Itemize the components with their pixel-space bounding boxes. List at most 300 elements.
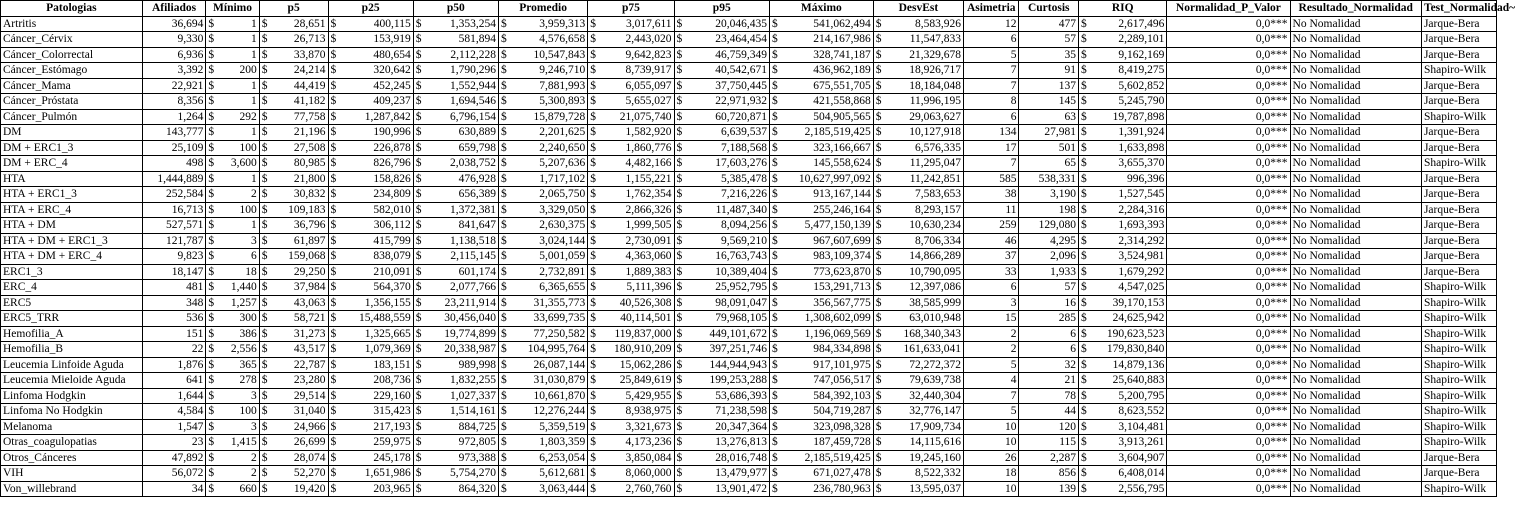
currency-symbol: $ xyxy=(415,48,422,61)
currency-symbol: $ xyxy=(772,281,778,294)
money-value: 71,238,598 xyxy=(715,405,767,418)
money-value: 21,800 xyxy=(293,172,326,185)
money-cell xyxy=(588,280,674,296)
money-cell xyxy=(674,94,769,110)
money-value: 675,551,705 xyxy=(813,79,871,92)
currency-symbol: $ xyxy=(208,451,215,464)
currency-symbol: $ xyxy=(261,219,268,232)
money-cell xyxy=(674,47,769,63)
money-cell xyxy=(328,311,413,327)
currency-symbol: $ xyxy=(500,110,507,123)
money-cell xyxy=(770,187,874,203)
money-cell xyxy=(413,125,498,141)
money-cell xyxy=(328,326,413,342)
table-row xyxy=(1,419,1497,435)
currency-symbol: $ xyxy=(1081,312,1087,325)
money-cell xyxy=(873,280,963,296)
currency-symbol: $ xyxy=(772,467,778,480)
pathology-cell: Leucemia Linfoide Aguda xyxy=(1,357,143,373)
money-value: 100 xyxy=(239,405,257,418)
currency-symbol: $ xyxy=(500,33,507,46)
currency-symbol: $ xyxy=(415,203,422,216)
money-cell xyxy=(873,94,963,110)
money-value: 8,706,334 xyxy=(915,234,962,247)
money-cell xyxy=(588,125,674,141)
money-cell xyxy=(873,171,963,187)
currency-symbol: $ xyxy=(500,312,507,325)
money-cell xyxy=(498,404,587,420)
money-value: 12,397,086 xyxy=(909,281,962,294)
money-value: 476,928 xyxy=(458,172,496,185)
table-body xyxy=(1,16,1497,497)
number-cell: 2 xyxy=(964,326,1019,342)
currency-symbol: $ xyxy=(1081,48,1087,61)
currency-symbol: $ xyxy=(1081,79,1087,92)
money-cell xyxy=(588,357,674,373)
number-cell: 44 xyxy=(1019,404,1079,420)
normality-test-cell: Jarque-Bera xyxy=(1421,32,1496,48)
money-value: 6,408,014 xyxy=(1118,467,1165,480)
money-value: 109,183 xyxy=(288,203,326,216)
currency-symbol: $ xyxy=(875,203,882,216)
money-cell xyxy=(873,466,963,482)
money-cell xyxy=(259,342,328,358)
money-cell xyxy=(674,187,769,203)
normality-result-cell: No Nomalidad xyxy=(1290,32,1421,48)
money-cell xyxy=(873,388,963,404)
money-cell xyxy=(206,419,259,435)
money-cell xyxy=(873,342,963,358)
money-cell xyxy=(206,342,259,358)
money-value: 14,115,616 xyxy=(909,436,962,449)
money-cell xyxy=(498,326,587,342)
money-cell xyxy=(873,218,963,234)
currency-symbol: $ xyxy=(415,389,422,402)
money-value: 1,582,920 xyxy=(625,126,672,139)
p-value-cell: 0,0*** xyxy=(1167,326,1290,342)
money-value: 5,001,059 xyxy=(539,250,586,263)
currency-symbol: $ xyxy=(415,467,422,480)
money-value: 6 xyxy=(250,250,257,263)
p-value-cell: 0,0*** xyxy=(1167,32,1290,48)
normality-test-cell: Jarque-Bera xyxy=(1421,466,1496,482)
money-cell xyxy=(413,109,498,125)
money-cell xyxy=(873,156,963,172)
normality-result-cell: No Nomalidad xyxy=(1290,357,1421,373)
currency-symbol: $ xyxy=(1081,420,1087,433)
currency-symbol: $ xyxy=(772,405,778,418)
money-value: 7,583,653 xyxy=(915,188,962,201)
currency-symbol: $ xyxy=(676,33,683,46)
currency-symbol: $ xyxy=(330,343,337,356)
money-value: 996,396 xyxy=(1126,172,1165,185)
money-cell xyxy=(873,295,963,311)
currency-symbol: $ xyxy=(676,234,683,247)
money-value: 1,717,102 xyxy=(539,172,586,185)
money-cell xyxy=(873,16,963,32)
normality-test-cell: Jarque-Bera xyxy=(1421,450,1496,466)
money-cell xyxy=(413,388,498,404)
money-cell xyxy=(328,450,413,466)
money-cell xyxy=(498,373,587,389)
money-cell xyxy=(770,357,874,373)
currency-symbol: $ xyxy=(676,250,683,263)
number-cell: 137 xyxy=(1019,78,1079,94)
money-cell xyxy=(206,156,259,172)
currency-symbol: $ xyxy=(500,436,507,449)
money-cell xyxy=(413,187,498,203)
header-cell: p5 xyxy=(259,1,328,17)
table-row xyxy=(1,311,1497,327)
money-cell xyxy=(1079,202,1167,218)
money-cell xyxy=(328,156,413,172)
money-value: 19,787,898 xyxy=(1112,110,1165,123)
money-value: 1,372,381 xyxy=(449,203,496,216)
number-cell: 527,571 xyxy=(142,218,206,234)
money-value: 180,910,209 xyxy=(614,343,672,356)
normality-result-cell: No Nomalidad xyxy=(1290,264,1421,280)
money-cell xyxy=(770,218,874,234)
currency-symbol: $ xyxy=(590,79,597,92)
money-value: 10,661,870 xyxy=(533,389,586,402)
currency-symbol: $ xyxy=(772,219,778,232)
currency-symbol: $ xyxy=(676,79,683,92)
money-cell xyxy=(873,125,963,141)
money-value: 33,870 xyxy=(293,48,326,61)
currency-symbol: $ xyxy=(500,234,507,247)
table-row xyxy=(1,125,1497,141)
money-cell xyxy=(413,249,498,265)
money-value: 8,060,000 xyxy=(625,467,672,480)
number-cell: 6 xyxy=(964,32,1019,48)
money-cell xyxy=(498,78,587,94)
currency-symbol: $ xyxy=(772,234,778,247)
money-cell xyxy=(498,435,587,451)
money-value: 409,237 xyxy=(373,95,411,108)
currency-symbol: $ xyxy=(208,17,215,30)
currency-symbol: $ xyxy=(875,467,882,480)
number-cell: 22 xyxy=(142,342,206,358)
header-cell: DesvEst xyxy=(873,1,963,17)
money-cell xyxy=(328,16,413,32)
money-value: 11,242,851 xyxy=(909,172,962,185)
normality-result-cell: No Nomalidad xyxy=(1290,63,1421,79)
money-value: 20,338,987 xyxy=(444,343,496,356)
currency-symbol: $ xyxy=(330,265,337,278)
money-cell xyxy=(413,78,498,94)
currency-symbol: $ xyxy=(590,451,597,464)
money-cell xyxy=(206,357,259,373)
money-cell xyxy=(328,280,413,296)
currency-symbol: $ xyxy=(1081,157,1087,170)
currency-symbol: $ xyxy=(208,157,215,170)
normality-test-cell: Jarque-Bera xyxy=(1421,140,1496,156)
normality-test-cell: Shapiro-Wilk xyxy=(1421,373,1496,389)
money-value: 581,894 xyxy=(458,33,496,46)
money-value: 58,721 xyxy=(293,312,326,325)
money-cell xyxy=(206,450,259,466)
p-value-cell: 0,0*** xyxy=(1167,466,1290,482)
money-value: 14,879,136 xyxy=(1112,358,1165,371)
money-cell xyxy=(873,140,963,156)
currency-symbol: $ xyxy=(676,48,683,61)
money-cell xyxy=(498,187,587,203)
normality-test-cell: Jarque-Bera xyxy=(1421,187,1496,203)
currency-symbol: $ xyxy=(261,420,268,433)
currency-symbol: $ xyxy=(772,327,778,340)
currency-symbol: $ xyxy=(676,203,683,216)
currency-symbol: $ xyxy=(1081,95,1087,108)
currency-symbol: $ xyxy=(415,296,422,309)
money-cell xyxy=(674,109,769,125)
money-value: 17,909,734 xyxy=(909,420,962,433)
money-cell xyxy=(206,280,259,296)
money-value: 2,289,101 xyxy=(1118,33,1165,46)
currency-symbol: $ xyxy=(875,188,882,201)
header-cell: Resultado_Normalidad xyxy=(1290,1,1421,17)
money-value: 40,542,671 xyxy=(715,64,767,77)
p-value-cell: 0,0*** xyxy=(1167,140,1290,156)
pathology-cell: Cáncer_Mama xyxy=(1,78,143,94)
currency-symbol: $ xyxy=(1081,110,1087,123)
currency-symbol: $ xyxy=(676,436,683,449)
currency-symbol: $ xyxy=(330,327,337,340)
number-cell: 57 xyxy=(1019,280,1079,296)
money-cell xyxy=(674,388,769,404)
currency-symbol: $ xyxy=(875,126,882,139)
money-value: 18 xyxy=(245,265,257,278)
number-cell: 78 xyxy=(1019,388,1079,404)
money-value: 3,017,611 xyxy=(625,17,672,30)
normality-test-cell: Shapiro-Wilk xyxy=(1421,404,1496,420)
number-cell: 3,190 xyxy=(1019,187,1079,203)
money-value: 1,440 xyxy=(230,281,257,294)
money-value: 3,604,907 xyxy=(1118,451,1165,464)
currency-symbol: $ xyxy=(590,358,597,371)
currency-symbol: $ xyxy=(772,265,778,278)
currency-symbol: $ xyxy=(208,188,215,201)
currency-symbol: $ xyxy=(1081,188,1087,201)
money-value: 838,079 xyxy=(373,250,411,263)
currency-symbol: $ xyxy=(590,110,597,123)
currency-symbol: $ xyxy=(772,389,778,402)
currency-symbol: $ xyxy=(415,157,422,170)
table-row xyxy=(1,156,1497,172)
money-value: 40,114,501 xyxy=(620,312,672,325)
currency-symbol: $ xyxy=(415,405,422,418)
number-cell: 115 xyxy=(1019,435,1079,451)
money-cell xyxy=(674,295,769,311)
money-value: 37,750,445 xyxy=(715,79,767,92)
money-cell xyxy=(674,78,769,94)
currency-symbol: $ xyxy=(875,110,882,123)
normality-test-cell: Jarque-Bera xyxy=(1421,171,1496,187)
pathology-cell: ERC5_TRR xyxy=(1,311,143,327)
currency-symbol: $ xyxy=(500,467,507,480)
table-row xyxy=(1,94,1497,110)
number-cell: 26 xyxy=(964,450,1019,466)
table-row xyxy=(1,202,1497,218)
money-value: 13,479,977 xyxy=(715,467,767,480)
money-value: 39,170,153 xyxy=(1112,296,1165,309)
money-value: 1 xyxy=(250,79,257,92)
money-value: 5,655,027 xyxy=(625,95,672,108)
normality-result-cell: No Nomalidad xyxy=(1290,373,1421,389)
money-cell xyxy=(873,450,963,466)
money-cell xyxy=(674,125,769,141)
money-cell xyxy=(588,156,674,172)
money-value: 38,585,999 xyxy=(909,296,962,309)
money-cell xyxy=(328,94,413,110)
money-cell xyxy=(413,264,498,280)
currency-symbol: $ xyxy=(590,482,597,495)
normality-test-cell: Shapiro-Wilk xyxy=(1421,435,1496,451)
money-value: 98,091,047 xyxy=(715,296,767,309)
money-cell xyxy=(770,419,874,435)
money-value: 6,253,054 xyxy=(539,451,586,464)
header-cell: Afiliados xyxy=(142,1,206,17)
pathology-cell: Otros_Cánceres xyxy=(1,450,143,466)
table-row xyxy=(1,450,1497,466)
money-cell xyxy=(770,450,874,466)
money-cell xyxy=(1079,326,1167,342)
money-value: 415,799 xyxy=(373,234,411,247)
currency-symbol: $ xyxy=(261,358,268,371)
p-value-cell: 0,0*** xyxy=(1167,156,1290,172)
money-value: 13,595,037 xyxy=(909,482,962,495)
money-cell xyxy=(1079,63,1167,79)
currency-symbol: $ xyxy=(208,389,215,402)
number-cell: 33 xyxy=(964,264,1019,280)
money-value: 1,762,354 xyxy=(625,188,672,201)
money-value: 28,651 xyxy=(293,17,326,30)
currency-symbol: $ xyxy=(330,467,337,480)
money-cell xyxy=(328,233,413,249)
number-cell: 121,787 xyxy=(142,233,206,249)
money-cell xyxy=(588,109,674,125)
money-value: 9,569,210 xyxy=(721,234,767,247)
currency-symbol: $ xyxy=(261,64,268,77)
currency-symbol: $ xyxy=(330,389,337,402)
number-cell: 16,713 xyxy=(142,202,206,218)
currency-symbol: $ xyxy=(330,110,337,123)
normality-result-cell: No Nomalidad xyxy=(1290,249,1421,265)
money-value: 480,654 xyxy=(373,48,411,61)
header-cell: p50 xyxy=(413,1,498,17)
pathology-cell: DM xyxy=(1,125,143,141)
money-cell xyxy=(674,450,769,466)
money-value: 208,736 xyxy=(373,374,411,387)
currency-symbol: $ xyxy=(330,296,337,309)
currency-symbol: $ xyxy=(590,48,597,61)
currency-symbol: $ xyxy=(208,33,215,46)
money-cell xyxy=(588,419,674,435)
money-cell xyxy=(873,202,963,218)
money-cell xyxy=(413,419,498,435)
money-value: 26,087,144 xyxy=(533,358,586,371)
money-cell xyxy=(674,342,769,358)
currency-symbol: $ xyxy=(590,296,597,309)
number-cell: 25,109 xyxy=(142,140,206,156)
p-value-cell: 0,0*** xyxy=(1167,373,1290,389)
table-row xyxy=(1,280,1497,296)
money-value: 1 xyxy=(250,17,257,30)
table-row xyxy=(1,171,1497,187)
pathology-cell: Hemofilia_A xyxy=(1,326,143,342)
money-cell xyxy=(259,264,328,280)
money-cell xyxy=(498,16,587,32)
number-cell: 10 xyxy=(964,481,1019,497)
table-row xyxy=(1,435,1497,451)
money-cell xyxy=(674,16,769,32)
pathology-cell: ERC1_3 xyxy=(1,264,143,280)
currency-symbol: $ xyxy=(261,312,268,325)
money-value: 44,419 xyxy=(293,79,326,92)
money-value: 26,713 xyxy=(293,33,326,46)
currency-symbol: $ xyxy=(415,436,422,449)
money-value: 52,270 xyxy=(293,467,326,480)
money-value: 5,754,270 xyxy=(449,467,496,480)
money-cell xyxy=(873,404,963,420)
money-value: 19,774,899 xyxy=(444,327,496,340)
currency-symbol: $ xyxy=(590,234,597,247)
money-value: 826,796 xyxy=(373,157,411,170)
money-value: 278 xyxy=(239,374,257,387)
money-cell xyxy=(770,466,874,482)
money-value: 601,174 xyxy=(458,265,496,278)
money-cell xyxy=(588,466,674,482)
money-value: 3,329,050 xyxy=(539,203,586,216)
money-cell xyxy=(770,47,874,63)
header-cell: Patologias xyxy=(1,1,143,17)
number-cell: 1,876 xyxy=(142,357,206,373)
money-cell xyxy=(873,435,963,451)
money-cell xyxy=(498,171,587,187)
money-value: 77,250,582 xyxy=(533,327,586,340)
currency-symbol: $ xyxy=(261,110,268,123)
money-value: 153,291,713 xyxy=(813,281,871,294)
money-cell xyxy=(873,311,963,327)
currency-symbol: $ xyxy=(772,482,778,495)
currency-symbol: $ xyxy=(415,343,422,356)
number-cell: 6 xyxy=(1019,326,1079,342)
currency-symbol: $ xyxy=(261,188,268,201)
currency-symbol: $ xyxy=(875,389,882,402)
normality-result-cell: No Nomalidad xyxy=(1290,326,1421,342)
money-value: 8,623,552 xyxy=(1118,405,1165,418)
currency-symbol: $ xyxy=(772,79,778,92)
money-value: 255,246,164 xyxy=(813,203,871,216)
currency-symbol: $ xyxy=(590,405,597,418)
money-cell xyxy=(206,16,259,32)
money-cell xyxy=(1079,342,1167,358)
currency-symbol: $ xyxy=(208,265,215,278)
currency-symbol: $ xyxy=(261,79,268,92)
money-value: 179,830,840 xyxy=(1106,343,1165,356)
normality-result-cell: No Nomalidad xyxy=(1290,171,1421,187)
currency-symbol: $ xyxy=(261,482,268,495)
currency-symbol: $ xyxy=(875,436,882,449)
money-value: 80,985 xyxy=(293,157,326,170)
money-value: 79,639,738 xyxy=(909,374,962,387)
money-cell xyxy=(259,16,328,32)
currency-symbol: $ xyxy=(676,296,683,309)
money-value: 100 xyxy=(239,141,257,154)
money-value: 8,293,157 xyxy=(915,203,962,216)
currency-symbol: $ xyxy=(1081,358,1087,371)
money-value: 1,027,337 xyxy=(449,389,496,402)
currency-symbol: $ xyxy=(1081,234,1087,247)
